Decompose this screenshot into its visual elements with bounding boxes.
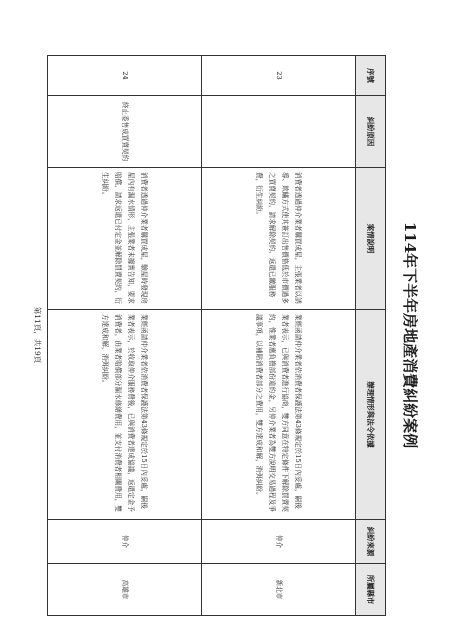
page-footer: 第11頁，共19頁: [33, 306, 42, 364]
case-handling: 業經函請仲介業者依消費者保護法第43條規定於15日內妥處，嗣後業者表示，已與消費者進行協商，雙方同意在特定條件下解除買賣契約，惟業者應負擔部份違約金，另仲介業者為雙方說明交易過程及爭議事項，以補貼消費者部分之費用，雙方達成和解，消弭糾紛。: [202, 310, 356, 520]
dispute-cases-table: [47, 55, 386, 616]
case-reason: [202, 96, 356, 168]
case-city: 高雄市: [48, 564, 202, 616]
case-source: 仲介: [48, 520, 202, 564]
case-description: 消費者透過仲介業者購買成屋，主張業者以誘導、欺瞞方式使其簽訂出售價格低於市價過多之買賣契約，請求解除契約、返還已繳服務費，衍生糾紛。: [202, 168, 356, 310]
rotated-document-content: [26, 55, 426, 615]
column-header-source: 糾紛來源: [356, 520, 386, 564]
table-row: [48, 56, 202, 616]
case-description: 消費者透過仲介業者購買成屋，驗屋時發現房屋內有漏水情形，主張業者未據實告知，要求賠償，請求返還已付定金並解除買賣契約，衍生糾紛。: [48, 168, 202, 310]
case-handling: 業經函請仲介業者依消費者保護法第43條規定於15日內妥處，嗣後業者表示，於收取仲介服務費後，已與消費者達成協議，返還定金予消費者，由業者賠償部分漏水修繕費用，並支付消費者相關費用，雙方達成和解，消弭糾紛。: [48, 310, 202, 520]
column-header-reason: 糾紛原因: [356, 96, 386, 168]
case-source: 仲介: [202, 520, 356, 564]
case-number: 23: [202, 56, 356, 96]
case-number: 24: [48, 56, 202, 96]
table-header-row: [356, 56, 386, 616]
case-reason: 終止委售成買賣契約: [48, 96, 202, 168]
column-header-description: 案情說明: [356, 168, 386, 310]
table-row: [202, 56, 356, 616]
column-header-city: 所屬縣市: [356, 564, 386, 616]
column-header-no: 序號: [356, 56, 386, 96]
column-header-handling: 辦理情形與法令依據: [356, 310, 386, 520]
case-city: 新北市: [202, 564, 356, 616]
document-title: 114年下半年房地產消費糾紛案例: [401, 221, 419, 449]
